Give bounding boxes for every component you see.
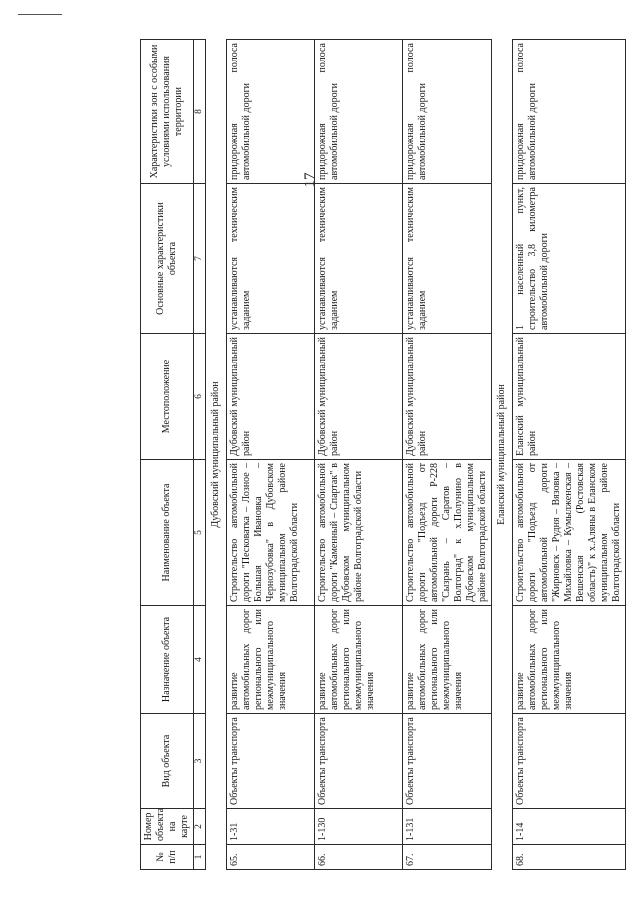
column-number: 8 [194, 40, 206, 184]
header-rule [18, 14, 62, 15]
col-header-location: Местоположение [141, 334, 194, 460]
column-number: 4 [194, 606, 206, 714]
cell-characteristics: устанавливаются техническим заданием [403, 184, 492, 334]
cell-number: 68. [513, 845, 626, 870]
cell-name: Строительство автомобильной дороги "Подъезд от автомобильной дороги "Жирновск – Рудня – Вязовка – Михайловка – Кумылженская – Вешенская (Ростовская область)" к х.Аляны в Еланском муниципальном районе Волгоградской области [513, 460, 626, 606]
cell-location: Дубовский муниципальный район [315, 334, 403, 460]
cell-location: Дубовский муниципальный район [403, 334, 492, 460]
table-row [403, 40, 492, 870]
cell-purpose: развитие автомобильных дорог регионального или межмуниципального значения [315, 606, 403, 714]
cell-type: Объекты транспорта [315, 714, 403, 809]
table-row [315, 40, 403, 870]
cell-number: 65. [227, 845, 315, 870]
column-number: 3 [194, 714, 206, 809]
cell-map-number: 1-130 [315, 809, 403, 845]
cell-location: Еланский муниципальный район [513, 334, 626, 460]
col-header-type: Вид объекта [141, 714, 194, 809]
cell-location: Дубовский муниципальный район [227, 334, 315, 460]
cell-type: Объекты транспорта [227, 714, 315, 809]
cell-zones: придорожная полоса автомобильной дороги [513, 40, 626, 184]
section-row [492, 40, 513, 870]
cell-purpose: развитие автомобильных дорог регионального или межмуниципального значения [227, 606, 315, 714]
column-number: 5 [194, 460, 206, 606]
section-title: Еланский муниципальный район [492, 40, 513, 870]
cell-type: Объекты транспорта [403, 714, 492, 809]
cell-number: 67. [403, 845, 492, 870]
section-row [206, 40, 227, 870]
col-header-map-number: Номер объекта на карте [141, 809, 194, 845]
cell-name: Строительство автомобильной дороги "Подъезд от автомобильной дороги Р-228 "Сызрань – Саратов – Волгоград" к х.Полунино в Дубовском муниципальном районе Волгоградской области [403, 460, 492, 606]
col-header-number: № п/п [141, 845, 194, 870]
objects-table [140, 39, 626, 870]
cell-purpose: развитие автомобильных дорог регионального или межмуниципального значения [403, 606, 492, 714]
cell-number: 66. [315, 845, 403, 870]
cell-type: Объекты транспорта [513, 714, 626, 809]
cell-zones: придорожная полоса автомобильной дороги [227, 40, 315, 184]
cell-map-number: 1-131 [403, 809, 492, 845]
cell-characteristics: устанавливаются техническим заданием [315, 184, 403, 334]
cell-map-number: 1-14 [513, 809, 626, 845]
cell-characteristics: устанавливаются техническим заданием [227, 184, 315, 334]
column-number: 7 [194, 184, 206, 334]
page-number: 17 [302, 172, 318, 188]
col-header-characteristics: Основные характеристики объекта [141, 184, 194, 334]
header-row [141, 40, 194, 870]
cell-characteristics: 1 населенный пункт, строительство 3,8 километра автомобильной дороги [513, 184, 626, 334]
column-number: 2 [194, 809, 206, 845]
column-number: 6 [194, 334, 206, 460]
col-header-name: Наименование объекта [141, 460, 194, 606]
col-header-purpose: Назначение объекта [141, 606, 194, 714]
section-title: Дубовский муниципальный район [206, 40, 227, 870]
cell-name: Строительство автомобильной дороги "Песковатка – Лозное – Большая Ивановка – Чернозубовка" в Дубовском муниципальном районе Волгоградской области [227, 460, 315, 606]
table-row [513, 40, 626, 870]
cell-name: Строительство автомобильной дороги "Каменный – Спартак" в Дубовском муниципальном районе Волгоградской области [315, 460, 403, 606]
table-row [227, 40, 315, 870]
cell-map-number: 1-31 [227, 809, 315, 845]
cell-zones: придорожная полоса автомобильной дороги [315, 40, 403, 184]
rotated-table-wrapper [140, 40, 623, 870]
column-number-row [194, 40, 206, 870]
col-header-zones: Характеристики зон с особыми условиями использования территории [141, 40, 194, 184]
column-number: 1 [194, 845, 206, 870]
cell-purpose: развитие автомобильных дорог регионального или межмуниципального значения [513, 606, 626, 714]
cell-zones: придорожная полоса автомобильной дороги [403, 40, 492, 184]
